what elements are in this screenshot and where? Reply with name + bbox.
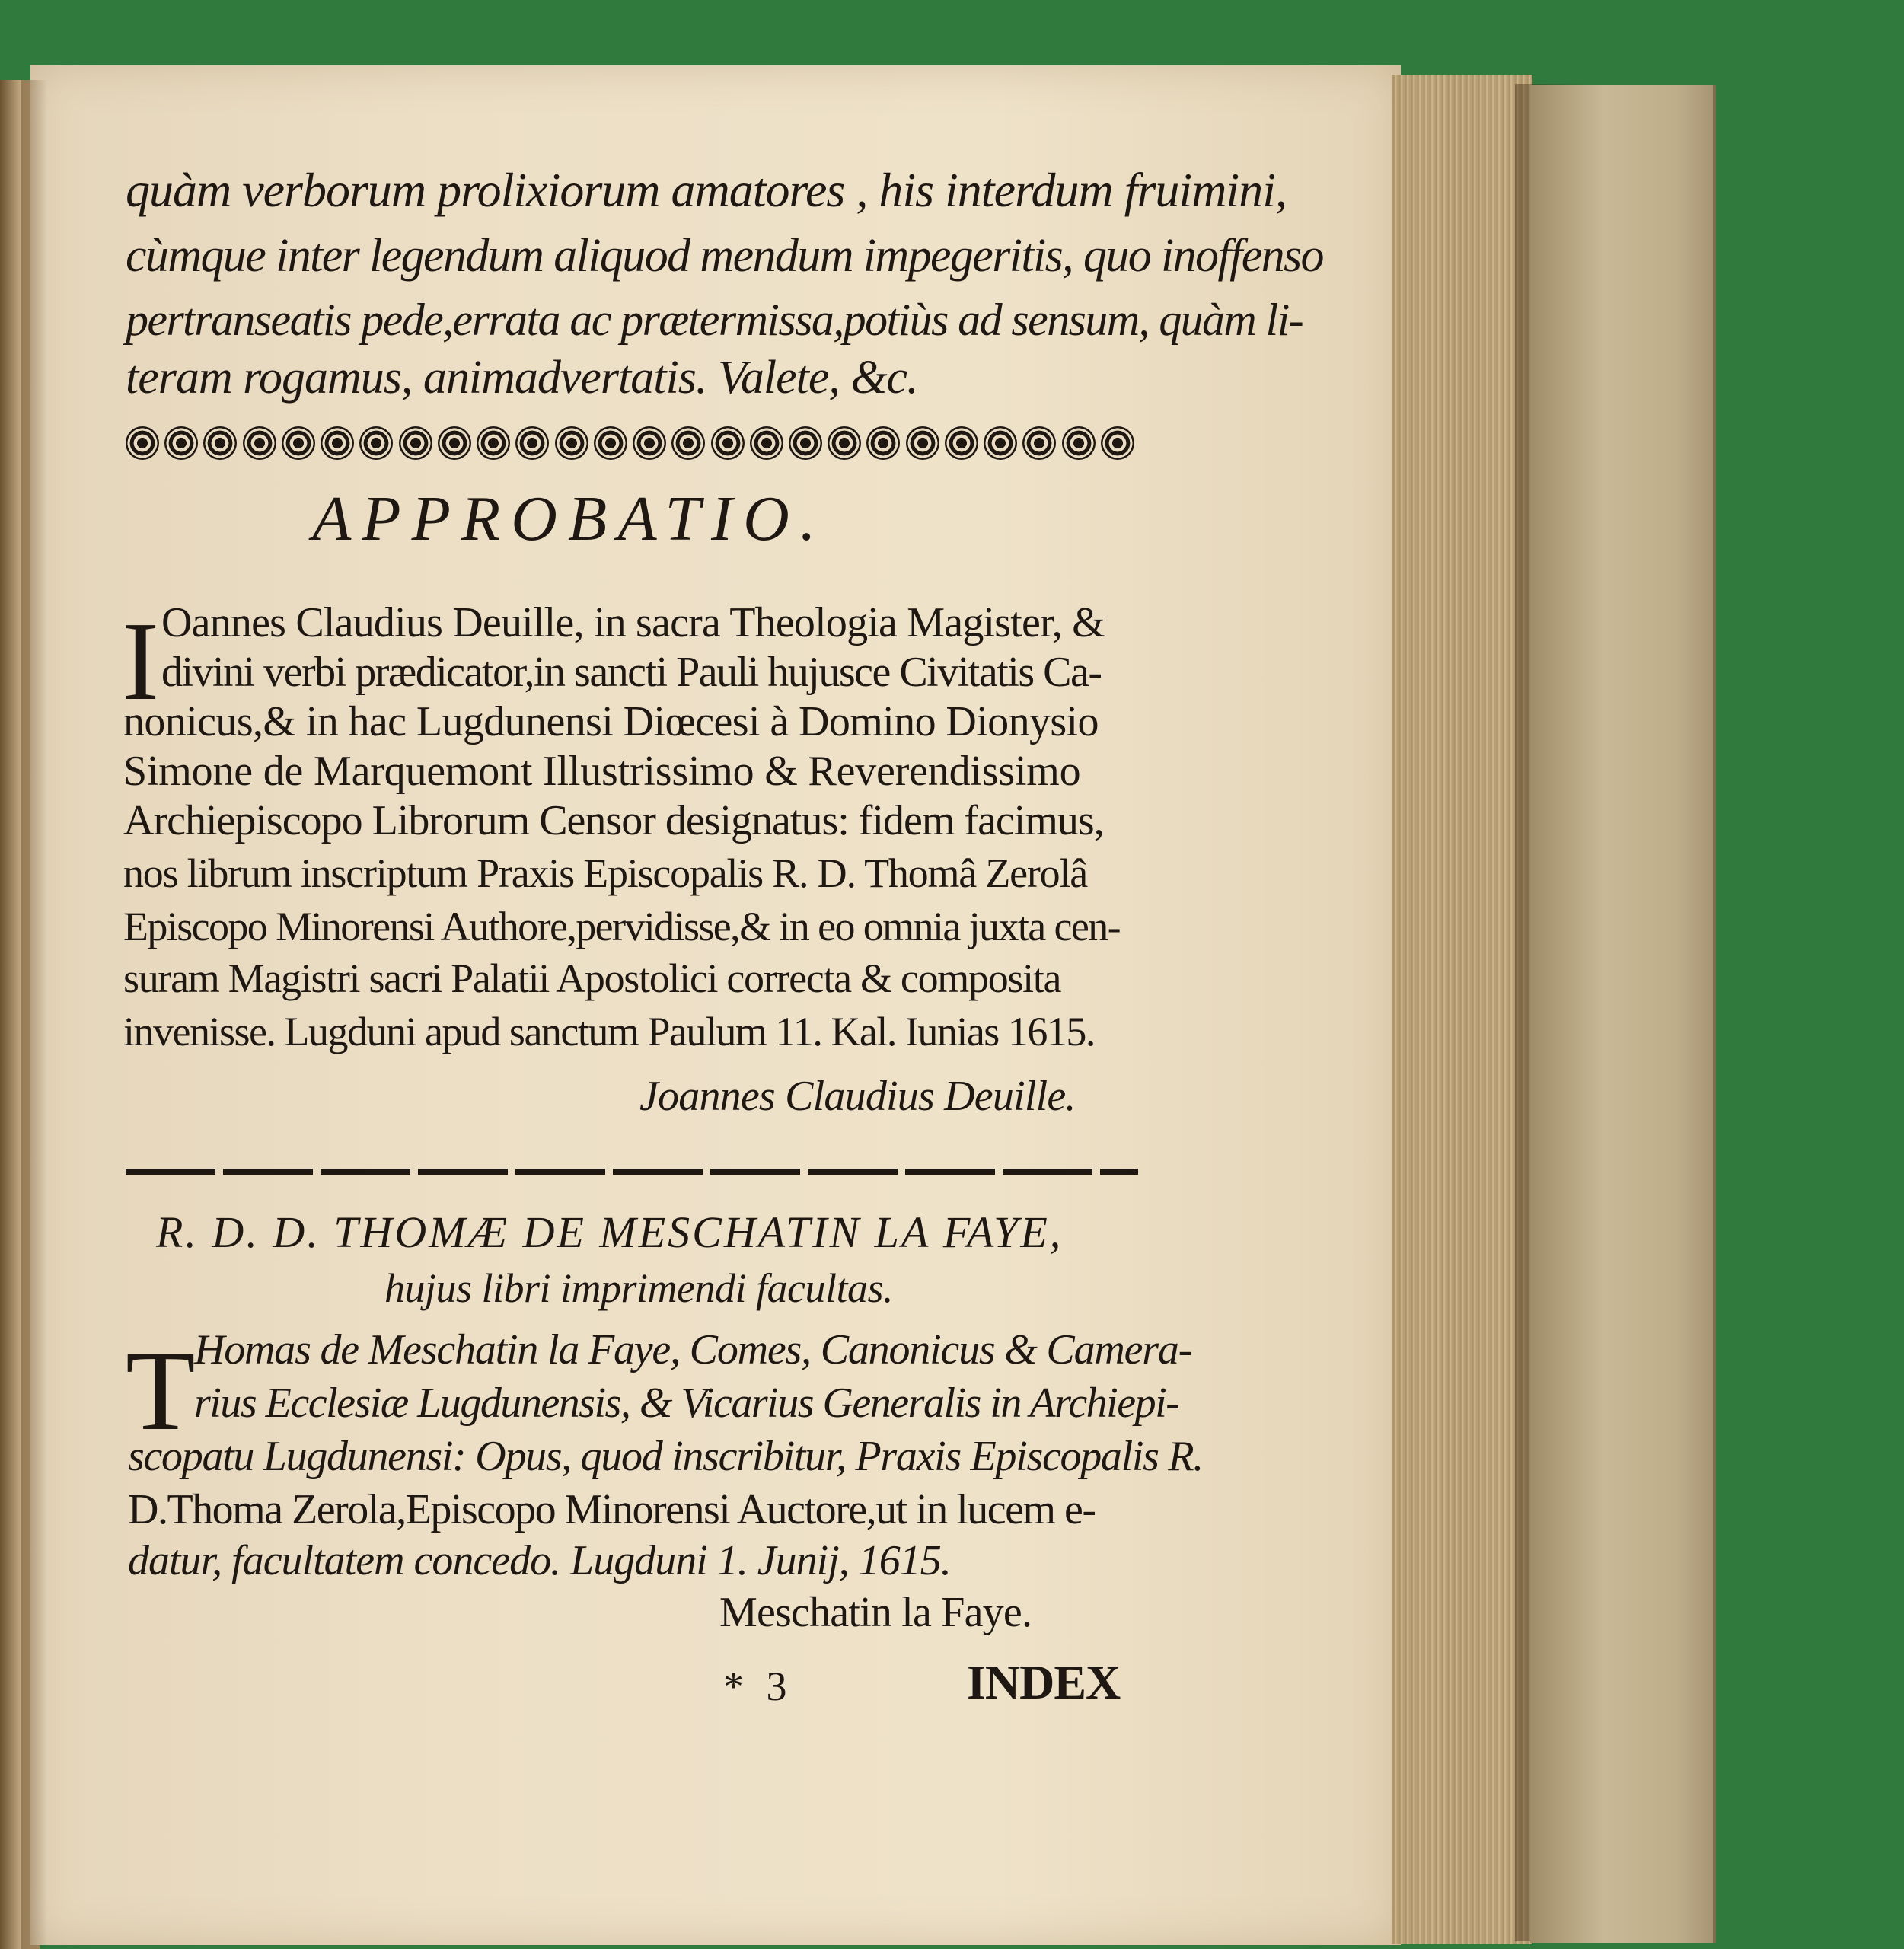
ornament-border [126, 420, 1134, 466]
facultas-line: Homas de Meschatin la Faye, Comes, Canonicus & Camera- [194, 1326, 1192, 1373]
ornament-flower-icon [945, 426, 978, 460]
ornament-flower-icon [555, 426, 588, 460]
top-text-line: pertranseatis pede,errata ac prætermissa,potiùs ad sensum, quàm li- [126, 295, 1303, 345]
ornament-flower-icon [594, 426, 627, 460]
top-text-line: teram rogamus, animadvertatis. Valete, &c. [126, 352, 918, 404]
ornament-flower-icon [515, 426, 549, 460]
facultas-line: datur, facultatem concedo. Lugduni 1. Junij, 1615. [128, 1537, 951, 1584]
ornament-flower-icon [671, 426, 705, 460]
facultas-line: rius Ecclesiæ Lugdunensis, & Vicarius Generalis in Archiepi- [194, 1380, 1179, 1427]
ornament-flower-icon [750, 426, 783, 460]
ornament-flower-icon [438, 426, 471, 460]
approbatio-line: Oannes Claudius Deuille, in sacra Theologia Magister, & [161, 599, 1105, 646]
approbatio-signature: Joannes Claudius Deuille. [639, 1073, 1076, 1120]
approbatio-line: nonicus,& in hac Lugdunensi Diœcesi à Domino Dionysio [123, 698, 1099, 745]
ornament-flower-icon [282, 426, 315, 460]
signature-mark: * 3 [723, 1664, 793, 1709]
ornament-flower-icon [359, 426, 393, 460]
top-text-line: cùmque inter legendum aliquod mendum impegeritis, quo inoffenso [126, 230, 1323, 282]
ornament-flower-icon [906, 426, 939, 460]
ornament-flower-icon [828, 426, 861, 460]
ornament-flower-icon [711, 426, 745, 460]
ornament-flower-icon [866, 426, 900, 460]
top-text-line: quàm verborum prolixiorum amatores , his interdum fruimini, [126, 163, 1287, 217]
ornament-flower-icon [321, 426, 354, 460]
catchword: INDEX [967, 1655, 1121, 1709]
facultas-line: scopatu Lugdunensi: Opus, quod inscribitur, Praxis Episcopalis R. [128, 1433, 1203, 1480]
ornament-flower-icon [399, 426, 432, 460]
facultas-signature: Meschatin la Faye. [719, 1589, 1032, 1636]
approbatio-drop-cap: I [122, 599, 160, 724]
approbatio-line: Archiepiscopo Librorum Censor designatus: fidem facimus, [123, 797, 1104, 844]
approbatio-line: divini verbi prædicator,in sancti Pauli hujusce Civitatis Ca- [161, 649, 1102, 696]
ornament-flower-icon [203, 426, 237, 460]
ornament-flower-icon [633, 426, 666, 460]
ornament-flower-icon [164, 426, 198, 460]
approbatio-line: nos librum inscriptum Praxis Episcopalis R. D. Thomâ Zerolâ [123, 850, 1088, 896]
facultas-heading: R. D. D. THOMÆ DE MESCHATIN LA FAYE, [156, 1207, 1064, 1257]
section-divider [126, 1169, 1138, 1175]
facultas-drop-cap: T [126, 1328, 196, 1454]
ornament-flower-icon [984, 426, 1017, 460]
ornament-flower-icon [126, 426, 159, 460]
approbatio-line: Episcopo Minorensi Authore,pervidisse,& in eo omnia juxta cen- [123, 904, 1121, 949]
facultas-line: D.Thoma Zerola,Episcopo Minorensi Auctore,ut in lucem e- [128, 1486, 1096, 1533]
approbatio-line: suram Magistri sacri Palatii Apostolici correcta & composita [123, 955, 1061, 1001]
ornament-flower-icon [789, 426, 822, 460]
approbatio-heading: APPROBATIO. [312, 483, 827, 554]
approbatio-line: invenisse. Lugduni apud sanctum Paulum 11. Kal. Iunias 1615. [123, 1009, 1095, 1054]
ornament-flower-icon [1022, 426, 1056, 460]
ornament-flower-icon [477, 426, 510, 460]
ornament-flower-icon [243, 426, 276, 460]
ornament-flower-icon [1062, 426, 1096, 460]
ornament-flower-icon [1101, 426, 1134, 460]
approbatio-line: Simone de Marquemont Illustrissimo & Reverendissimo [123, 748, 1081, 795]
facultas-subheading: hujus libri imprimendi facultas. [384, 1265, 894, 1311]
